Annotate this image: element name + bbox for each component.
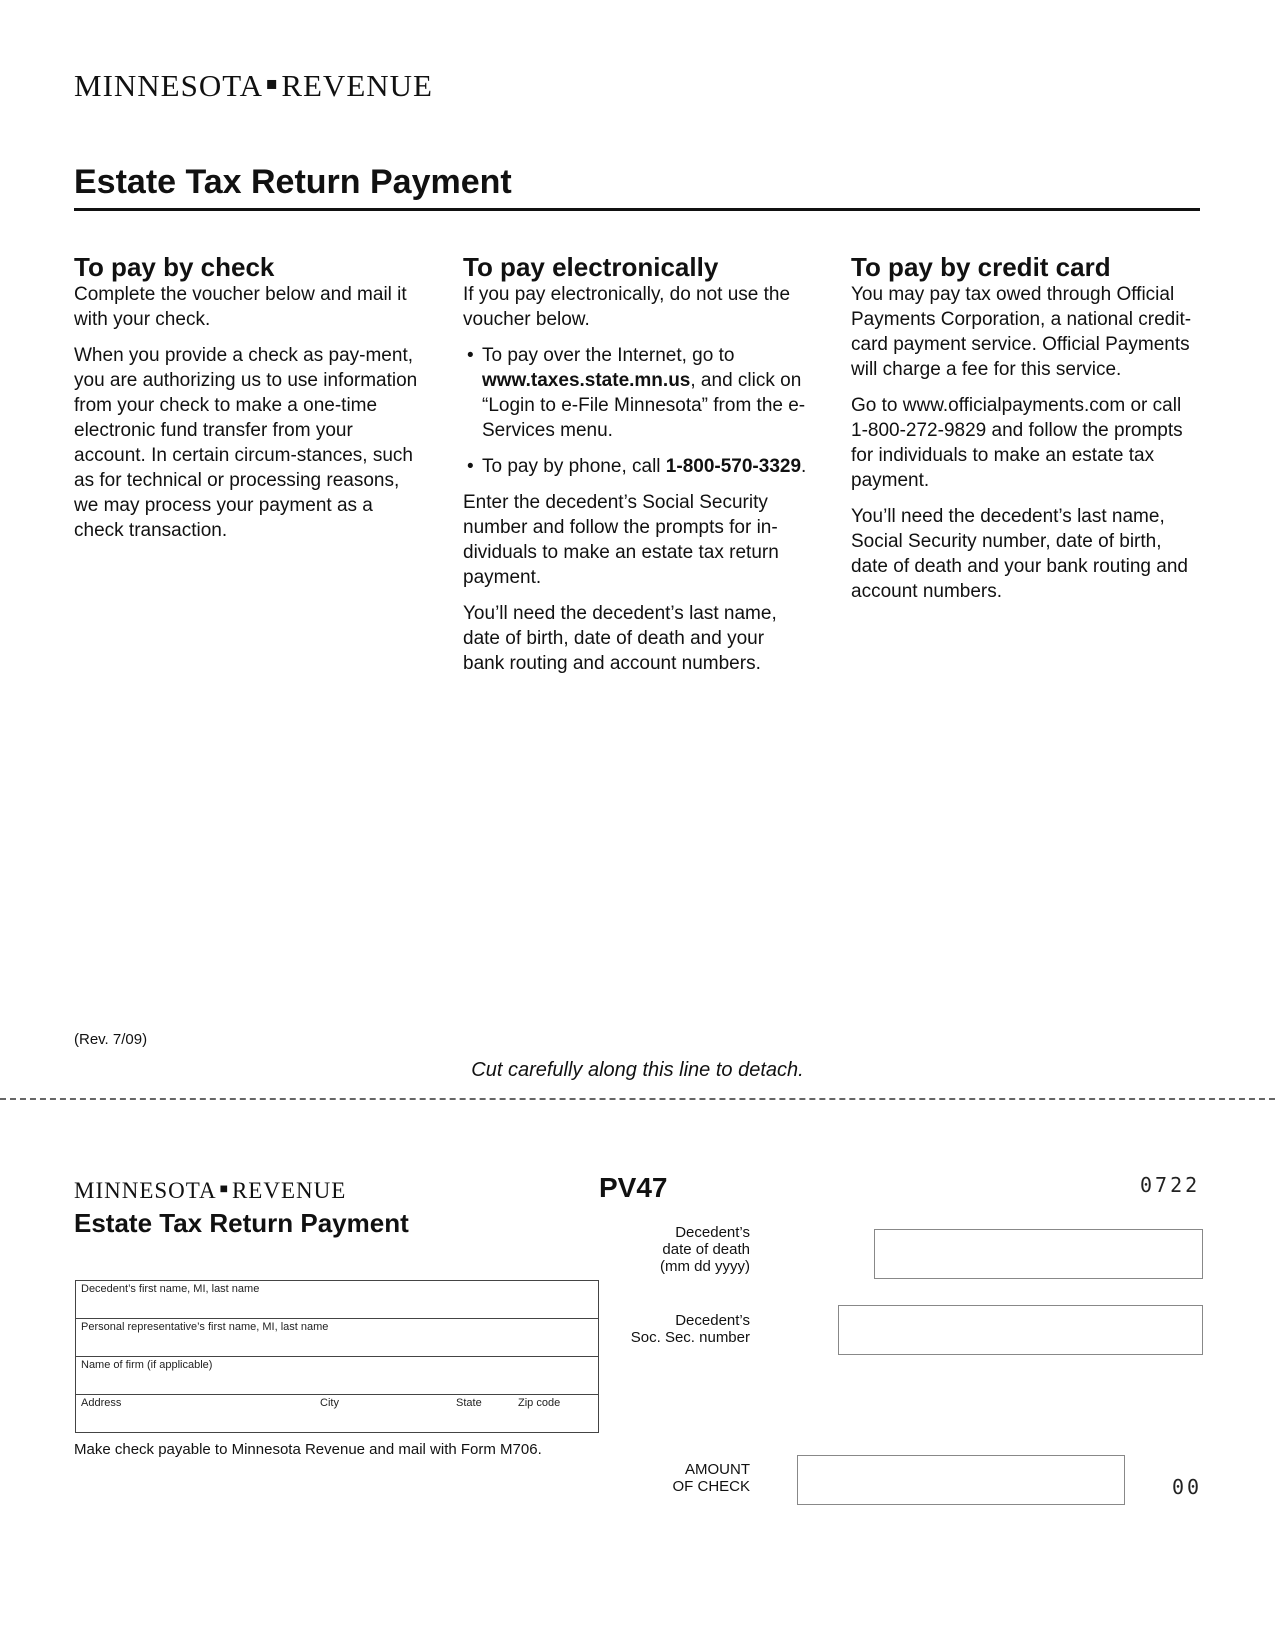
voucher-logo-text-left: MINNESOTA	[74, 1178, 217, 1203]
decedent-name-field[interactable]	[76, 1281, 598, 1319]
revision-date: (Rev. 7/09)	[74, 1031, 148, 1048]
name-address-box	[75, 1280, 599, 1433]
internet-text-pre: To pay over the Internet, go to	[482, 345, 735, 366]
logo-text-left: MINNESOTA	[74, 68, 264, 103]
pay-electronically-section	[463, 252, 808, 687]
form-code: PV47	[599, 1172, 668, 1203]
ssn-label-line-2: Soc. Sec. number	[630, 1329, 750, 1346]
date-of-death-label-line-2: date of death	[662, 1241, 750, 1258]
voucher-title: Estate Tax Return Payment	[74, 1208, 409, 1238]
pay-by-check-heading: To pay by check	[74, 252, 275, 282]
minnesota-revenue-logo	[74, 68, 433, 104]
pay-by-check-paragraph-2: When you provide a check as pay-ment, you are authorizing us to use information from your check to make a one-time electronic fund transfer from your account. In certain circum-stances, such as for technical or processing reasons, we may process your payment as a check transaction.	[74, 345, 418, 541]
amount-label-line-1: AMOUNT	[685, 1461, 750, 1478]
voucher-logo	[74, 1178, 346, 1204]
bullet-icon: •	[467, 345, 474, 366]
pay-by-credit-card-paragraph-2: Go to www.officialpayments.com or call 1-800-272-9829 and follow the prompts for individuals to make an estate tax payment.	[851, 395, 1183, 491]
voucher-logo-dot: ■	[219, 1181, 229, 1197]
date-of-death-label-line-3: (mm dd yyyy)	[660, 1258, 750, 1275]
pay-by-credit-card-paragraph-3: You’ll need the decedent’s last name, Social Security number, date of birth, date of death and your bank routing and account numbers.	[851, 506, 1188, 602]
ssn-label-line-1: Decedent’s	[675, 1312, 750, 1329]
pay-by-credit-card-section	[851, 252, 1196, 615]
taxes-website-link[interactable]: www.taxes.state.mn.us	[482, 370, 691, 391]
pay-by-check-section	[74, 252, 419, 554]
title-rule	[74, 208, 1200, 211]
state-label: State	[456, 1397, 482, 1409]
address-field[interactable]	[76, 1395, 598, 1432]
payable-note: Make check payable to Minnesota Revenue and mail with Form M706.	[74, 1441, 542, 1458]
amount-label-line-2: OF CHECK	[672, 1478, 750, 1495]
cut-instruction: Cut carefully along this line to detach.	[471, 1059, 804, 1081]
pay-by-credit-card-paragraph-1: You may pay tax owed through Official Payments Corporation, a national credit-card payment service. Official Payments will charge a fee for this service.	[851, 284, 1192, 380]
pay-electronically-paragraph-2: Enter the decedent’s Social Security number and follow the prompts for in-dividuals to make an estate tax return payment.	[463, 492, 779, 588]
pay-electronically-heading: To pay electronically	[463, 252, 719, 282]
firm-name-label: Name of firm (if applicable)	[81, 1359, 213, 1371]
pay-electronically-list	[463, 343, 808, 479]
ssn-label	[560, 1312, 750, 1346]
city-label: City	[320, 1397, 339, 1409]
bullet-icon: •	[467, 456, 474, 477]
cents-value: 00	[1172, 1475, 1203, 1499]
voucher-logo-text-right: REVENUE	[231, 1178, 347, 1203]
pay-electronically-paragraph-3: You’ll need the decedent’s last name, date of birth, date of death and your bank routing and account numbers.	[463, 603, 777, 674]
pay-by-check-paragraph-1: Complete the voucher below and mail it with your check.	[74, 284, 407, 330]
address-label: Address	[81, 1397, 122, 1409]
phone-payment-item	[463, 454, 808, 479]
internet-payment-item	[463, 343, 808, 443]
sequence-number: 0722	[1140, 1173, 1201, 1197]
firm-name-field[interactable]	[76, 1357, 598, 1395]
phone-text-post: .	[801, 456, 807, 477]
amount-of-check-label	[560, 1461, 750, 1495]
logo-text-right: REVENUE	[281, 68, 433, 103]
date-of-death-label-line-1: Decedent’s	[675, 1224, 750, 1241]
representative-name-label: Personal representative’s first name, MI, last name	[81, 1321, 329, 1333]
date-of-death-label	[560, 1224, 750, 1275]
logo-dot: ■	[266, 73, 279, 95]
decedent-name-label: Decedent’s first name, MI, last name	[81, 1283, 260, 1295]
ssn-input[interactable]	[838, 1305, 1203, 1355]
pay-electronically-paragraph-1: If you pay electronically, do not use the voucher below.	[463, 284, 791, 330]
payment-phone-number: 1-800-570-3329	[665, 456, 802, 477]
date-of-death-input[interactable]	[874, 1229, 1203, 1279]
cut-line	[0, 1098, 1275, 1100]
zip-code-label: Zip code	[518, 1397, 561, 1409]
amount-of-check-input[interactable]	[797, 1455, 1125, 1505]
page-title: Estate Tax Return Payment	[74, 163, 512, 201]
pay-by-credit-card-heading: To pay by credit card	[851, 252, 1111, 282]
representative-name-field[interactable]	[76, 1319, 598, 1357]
phone-text-pre: To pay by phone, call	[482, 456, 666, 477]
internet-text-post: , and click on “Login to e-File Minnesota” from the e-Services menu.	[482, 370, 806, 441]
